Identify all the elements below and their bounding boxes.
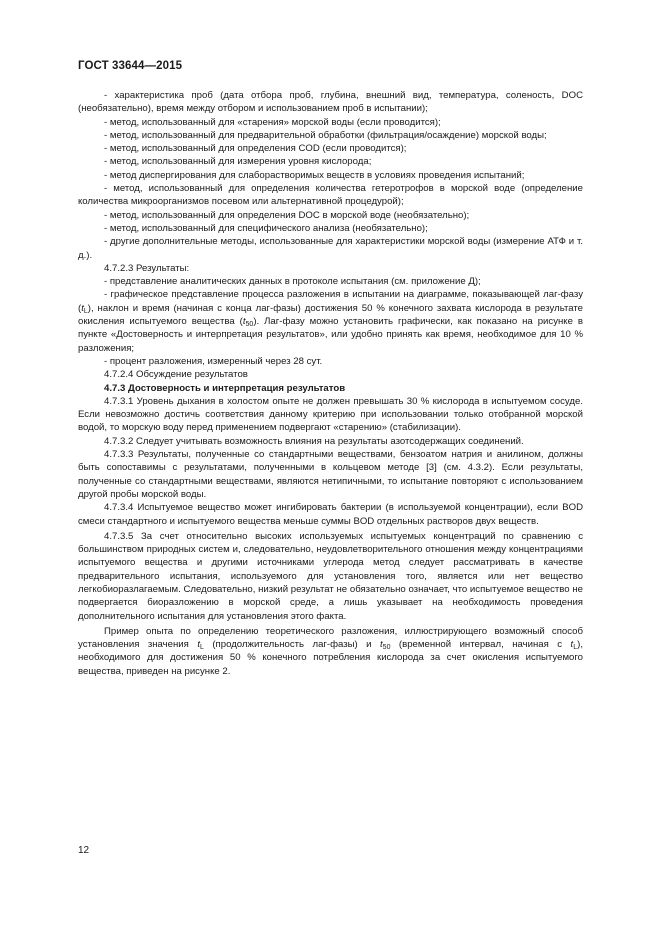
list-item: - метод, использованный для специфического анализа (необязательно); (104, 222, 428, 234)
text-fragment: (продолжительность лаг-фазы) и (203, 639, 380, 651)
variable-t: t (570, 639, 574, 651)
list-item: - метод, использованный для определения COD (если проводится); (104, 143, 407, 155)
list-item-graphic-representation (78, 288, 583, 354)
subscript-l: L (83, 307, 88, 315)
list-item: - метод, использованный для предварительной обработки (фильтрация/осаждение) морской воды; (104, 129, 547, 141)
standard-header: ГОСТ 33644—2015 (78, 60, 183, 72)
subscript-l: L (200, 644, 204, 652)
text-fragment: ), необходимого для достижения 50 % конечного потребления кислорода за счет окисления испытуемого вещества, приведен на рисунке 2. (78, 639, 583, 677)
paragraph: 4.7.3.1 Уровень дыхания в холостом опыте не должен превышать 30 % кислорода в испытуемом сосуде. Если невозможно достичь соответствия данному критерию при использовании только отобранной морской водой, то морскую воду перед применением подвергают «старению» (стабилизации). (78, 395, 583, 434)
list-item: - метод диспергирования для слаборастворимых веществ в условиях проведения испытаний; (104, 169, 525, 181)
subscript-50: 50 (382, 644, 391, 652)
variable-t: t (197, 639, 200, 651)
variable-t: t (380, 639, 383, 651)
list-item: - характеристика проб (дата отбора проб, глубина, внешний вид, температура, соленость, DOC (необязательно), время между отбором и использованием проб в испытании); (78, 90, 583, 115)
text-fragment: ), наклон и время (начиная с конца лаг-фазы) достижения 50 % конечного захвата кислорода в результате окисления испытуемого вещества ( (78, 302, 583, 328)
paragraph-example (78, 625, 583, 678)
paragraph: 4.7.3.3 Результаты, полученные со стандартными веществами, бензоатом натрия и анилином, должны быть сопоставимы с результатами, полученными в кольцевом методе [3] (см. 4.3.2). Если результаты, полученные со стандартными веществами, являются нетипичными, то испытание повторяют с использованием другой пробы морской воды. (78, 449, 583, 500)
page-number: 12 (78, 845, 90, 856)
paragraph: 4.7.3.5 За счет относительно высоких используемых испытуемых концентраций по сравнению с большинством природных систем и, следовательно, неудовлетворительного отношения между концентрациями испытуемого вещества и другими источниками углерода метод следует рассматривать в качестве предварительного испытания, используемого для установления того, является или нет вещество легкобиоразлагаемым. Следовательно, низкий результат не обязательно означает, что испытуемое вещество не подвергается биоразложению в морской среде, а лишь указывает на необходимость проведения дополнительного испытания для установления этого факта. (78, 530, 583, 622)
paragraph: 4.7.3.2 Следует учитывать возможность влияния на результаты азотсодержащих соединений. (104, 435, 524, 447)
section-heading: 4.7.2.3 Результаты: (104, 262, 190, 274)
subscript-50: 50 (245, 321, 254, 329)
document-body (78, 89, 583, 678)
list-item: - представление аналитических данных в протоколе испытания (см. приложение Д); (104, 276, 481, 288)
text-fragment: - графическое представление процесса разложения в испытании на диаграмме, показывающей лаг-фазу ( (78, 289, 583, 314)
subscript-l: L (573, 644, 578, 652)
list-item: - метод, использованный для определения количества гетеротрофов в морской воде (определение количества микроорганизмов посевом или альтернативной процедурой); (78, 183, 583, 208)
variable-t: t (242, 316, 246, 328)
variable-t: t (81, 302, 84, 314)
list-item: - процент разложения, измеренный через 28 сут. (104, 355, 323, 367)
list-item: - другие дополнительные методы, использованные для характеристики морской воды (измерение АТФ и т. д.). (78, 236, 583, 261)
section-heading-bold: 4.7.3 Достоверность и интерпретация результатов (104, 382, 346, 394)
list-item: - метод, использованный для «старения» морской воды (если проводится); (104, 116, 441, 128)
text-fragment: Пример опыта по определению теоретического разложения, иллюстрирующего возможный способ установления значения (78, 625, 583, 651)
section-heading: 4.7.2.4 Обсуждение результатов (104, 369, 248, 381)
text-fragment: (временной интервал, начиная с (390, 639, 571, 651)
list-item: - метод, использованный для измерения уровня кислорода; (104, 156, 372, 168)
list-item: - метод, использованный для определения DOC в морской воде (необязательно); (104, 209, 470, 221)
paragraph: 4.7.3.4 Испытуемое вещество может ингибировать бактерии (в используемой концентрации), если BOD смеси стандартного и испытуемого вещества меньше суммы BOD отдельных растворов двух веществ. (78, 502, 583, 527)
text-fragment: ). Лаг-фазу можно установить графически, как показано на рисунке в пункте «Достоверность и интерпретация результатов», или удобно принять как время, необходимое для 10 % разложения; (78, 316, 583, 354)
